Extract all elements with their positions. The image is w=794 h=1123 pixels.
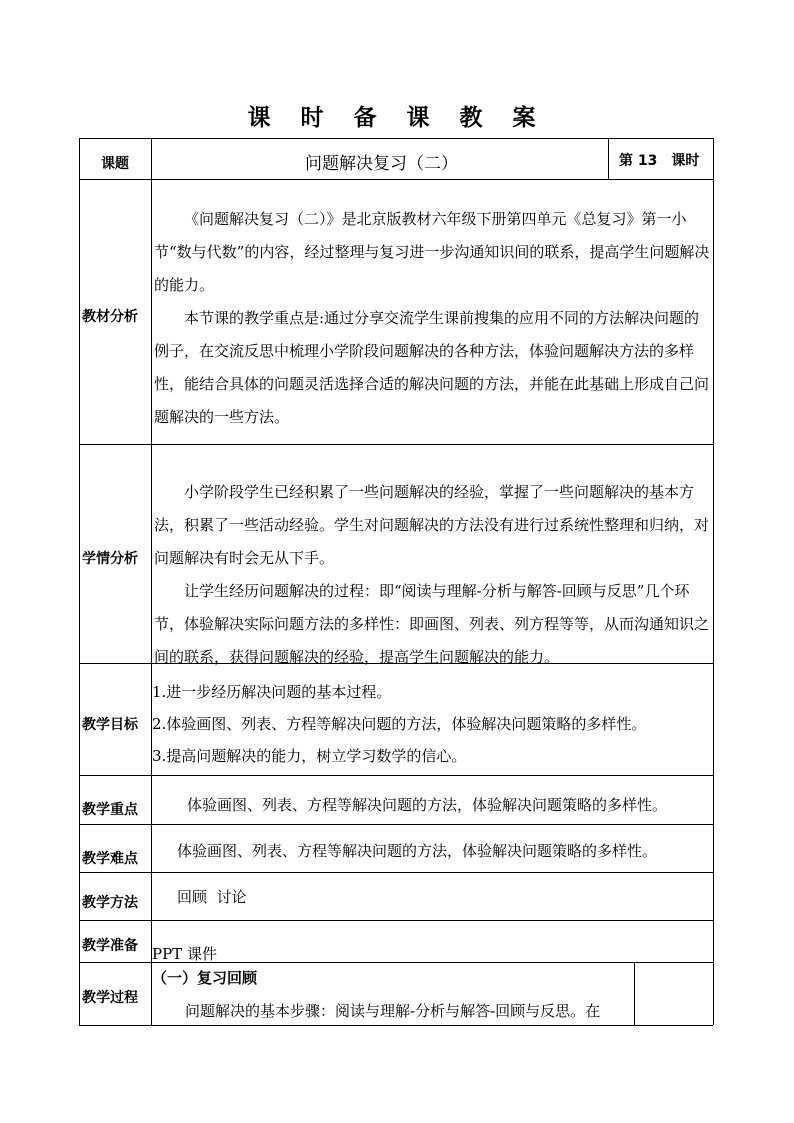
page-title: 课 时 备 课 教 案: [247, 104, 547, 131]
row-label-method: 教学方法: [82, 895, 138, 911]
key-points-text: 体验画图、列表、方程等解决问题的方法，体验解决问题策略的多样性。: [187, 796, 668, 814]
row-border: [79, 444, 713, 445]
topic-value: 问题解决复习（二）: [305, 154, 458, 174]
prep-text: PPT 课件: [152, 945, 217, 963]
row-label-prep: 教学准备: [82, 938, 138, 954]
process-text: 问题解决的基本步骤：阅读与理解-分析与解答-回顾与反思。在: [185, 1002, 601, 1020]
col-border: [79, 138, 80, 1025]
process-heading: （一）复习回顾: [152, 969, 258, 987]
material-paragraph: 本节课的教学重点是:通过分享交流学生课前搜集的应用不同的方法解决问题的例子，在交流反思中梳理小学阶段问题解决的各种方法，体验问题解决方法的多样性，能结合具体的问题灵活选择合适的解决问题的方法，并能在此基础上形成自己问题解决的一些方法。: [154, 309, 710, 426]
row-border: [79, 824, 713, 825]
students-paragraph: 让学生经历问题解决的过程：即“阅读与理解-分析与解答-回顾与反思”几个环节，体验解决实际问题方法的多样性：即画图、列表、列方程等等，从而沟通知识之间的联系，获得问题解决的经验，提高学生问题解决的能力。: [154, 582, 710, 666]
method-text: 回顾 讨论: [177, 888, 247, 906]
row-label-process: 教学过程: [82, 990, 138, 1006]
goal-item: 2.体验画图、列表、方程等解决问题的方法，体验解决问题策略的多样性。: [152, 715, 647, 733]
row-label-key: 教学重点: [82, 802, 138, 818]
row-border: [79, 179, 713, 180]
row-label-goals: 教学目标: [82, 717, 138, 733]
row-label-students: 学情分析: [82, 551, 138, 567]
col-border: [608, 138, 609, 179]
material-paragraph: 《问题解决复习（二）》是北京版教材六年级下册第四单元《总复习》第一小节“数与代数”的内容，经过整理与复习进一步沟通知识间的联系，提高学生问题解决的能力。: [154, 210, 710, 294]
col-border: [151, 138, 152, 1025]
difficulty-text: 体验画图、列表、方程等解决问题的方法，体验解决问题策略的多样性。: [177, 842, 658, 860]
student-analysis-text: [154, 476, 712, 674]
col-border: [634, 962, 635, 1025]
students-paragraph: 小学阶段学生已经积累了一些问题解决的经验，掌握了一些问题解决的基本方法，积累了一些活动经验。学生对问题解决的方法没有进行过系统性整理和归纳，对问题解决有时会无从下手。: [154, 483, 710, 567]
row-label-difficulty: 教学难点: [82, 851, 138, 867]
topic-label: 课题: [101, 156, 129, 172]
goals-list: [152, 676, 712, 772]
row-border: [79, 920, 713, 921]
row-border: [79, 775, 713, 776]
material-analysis-text: [154, 203, 712, 434]
row-border: [79, 138, 713, 139]
goal-item: 3.提高问题解决的能力，树立学习数学的信心。: [152, 747, 467, 765]
row-label-material: 教材分析: [82, 309, 138, 325]
col-border: [713, 138, 714, 1025]
row-border: [79, 872, 713, 873]
period-label: 第 13 课时: [619, 153, 700, 169]
goal-item: 1.进一步经历解决问题的基本过程。: [152, 683, 392, 701]
row-border: [79, 1025, 713, 1026]
